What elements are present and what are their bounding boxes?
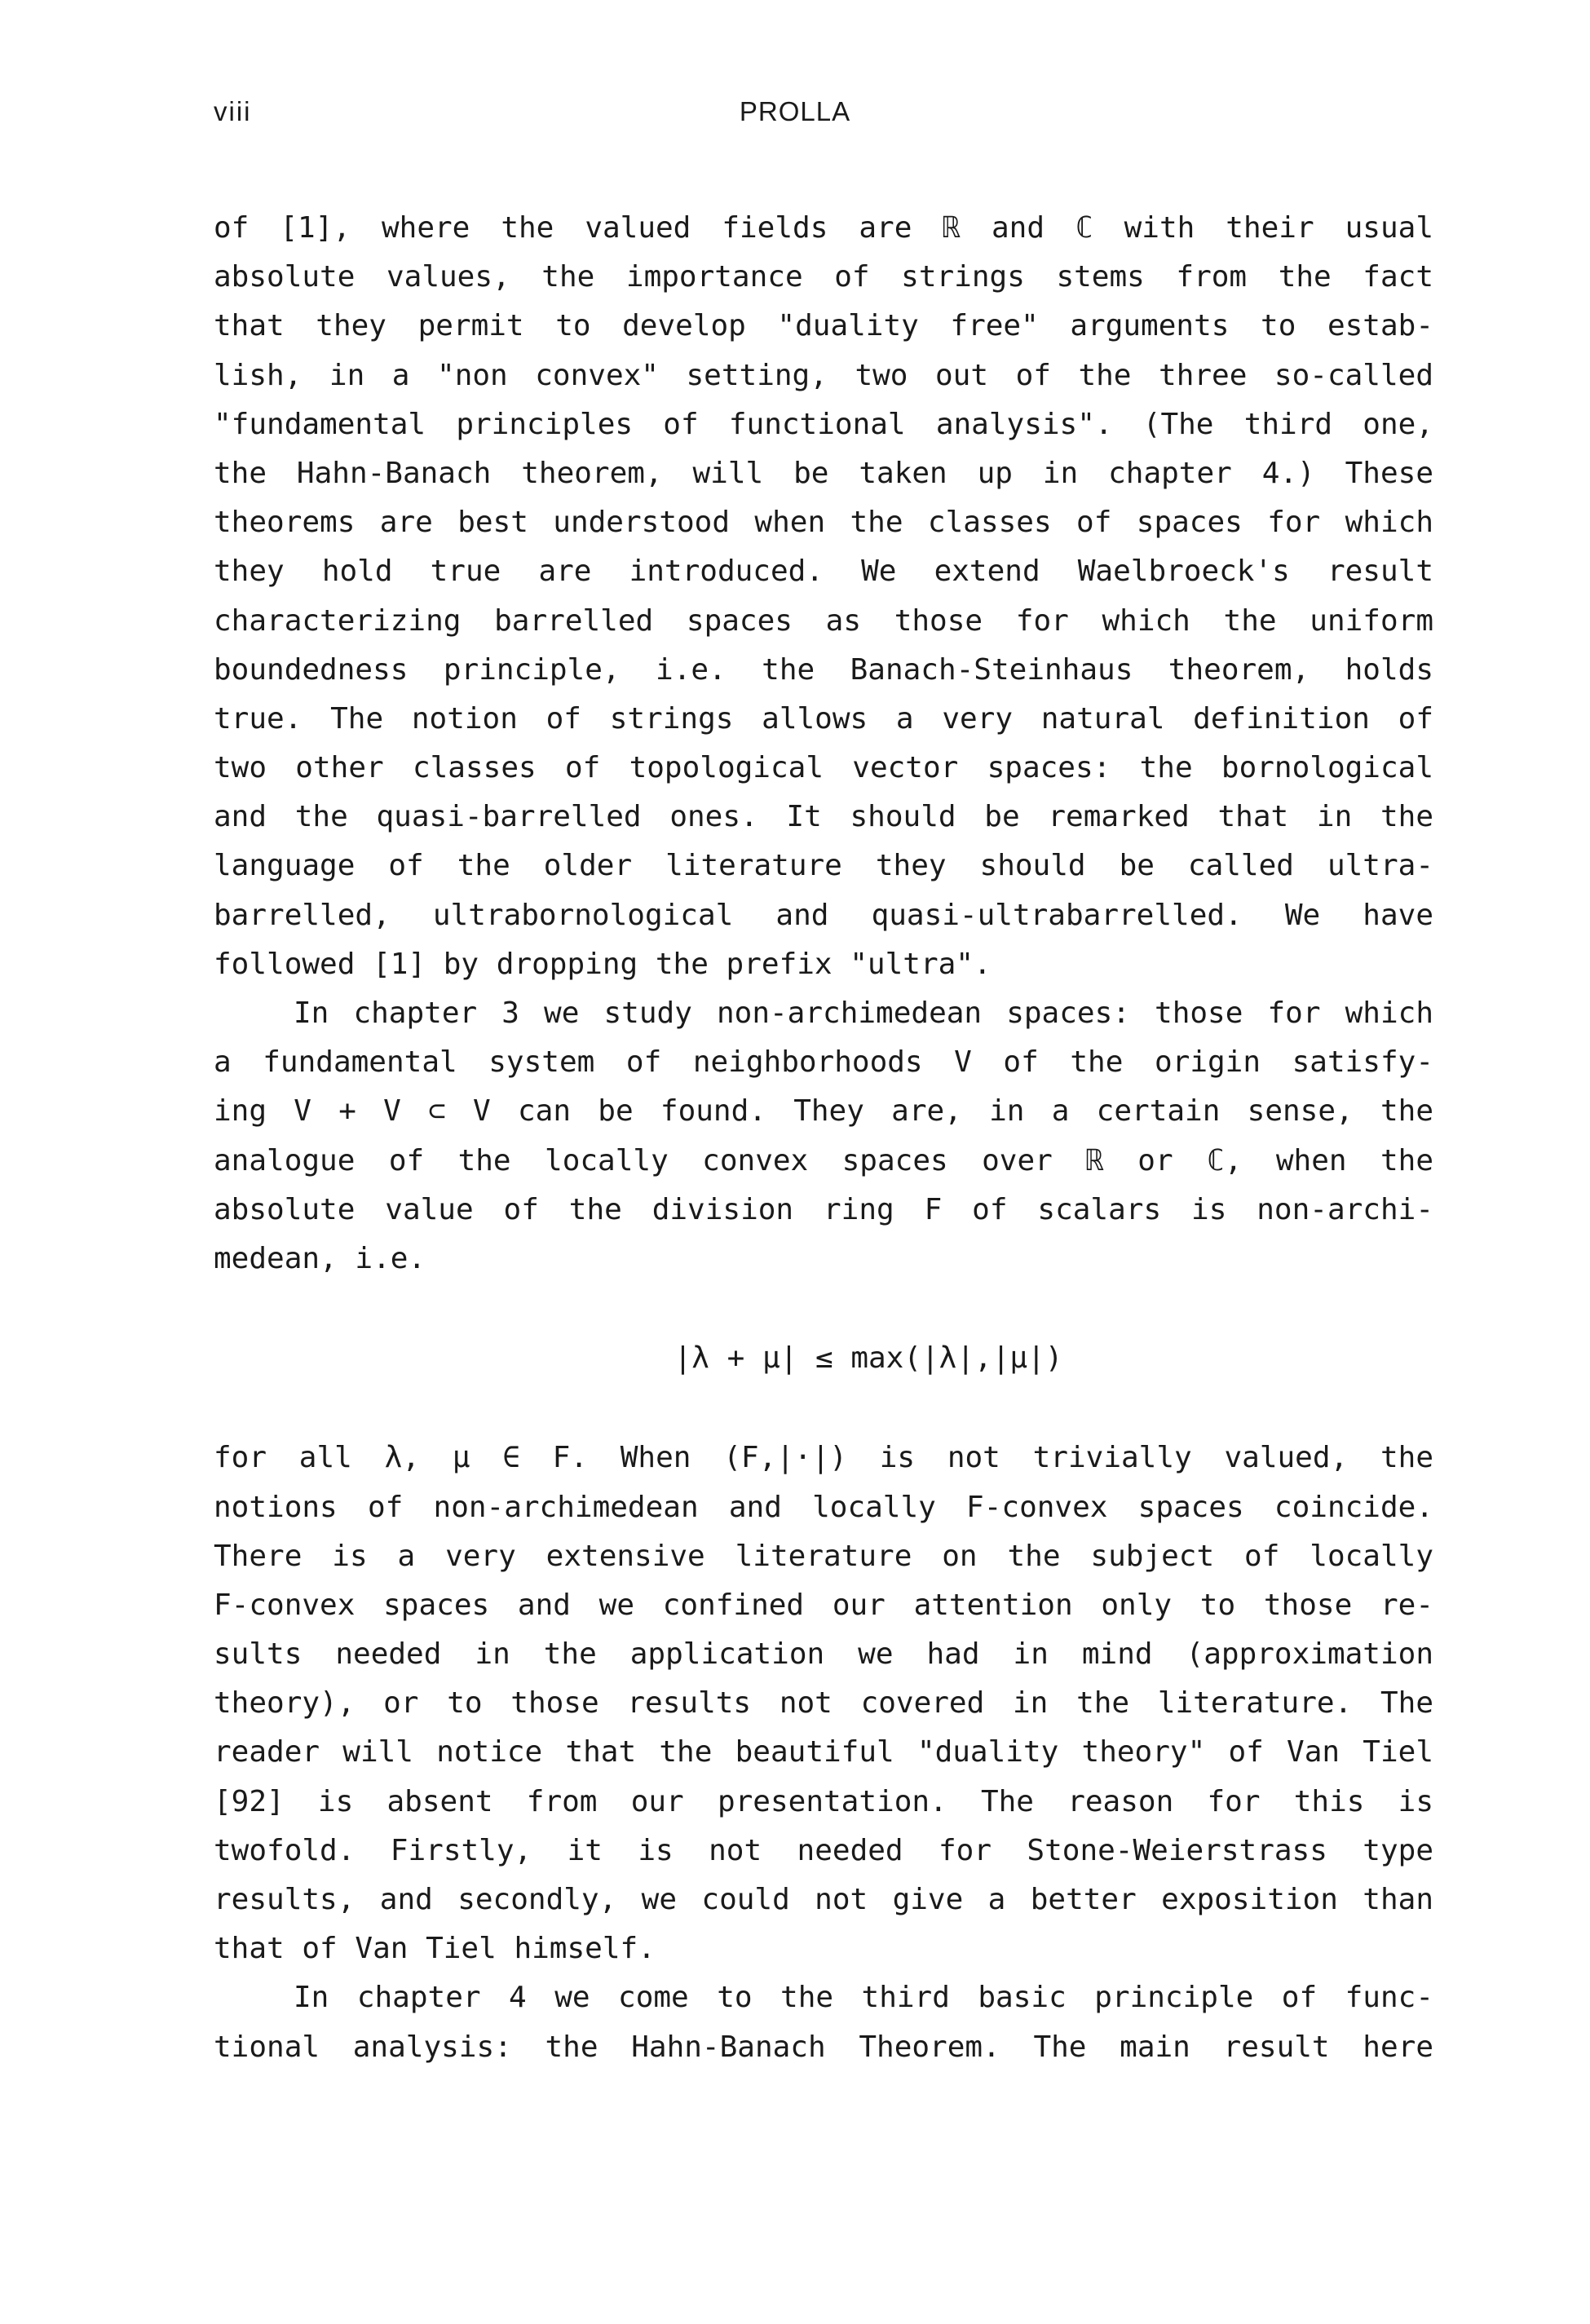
- paragraph-2: [214, 989, 1433, 1284]
- spacer: [214, 1284, 1433, 1334]
- text-line: "fundamental principles of functional analysis". (The third one,: [214, 407, 1433, 441]
- text-line: absolute values, the importance of strings stems from the fact: [214, 260, 1433, 294]
- text-line: notions of non-archimedean and locally F-convex spaces coincide.: [214, 1490, 1433, 1524]
- text-line: of [1], where the valued fields are ℝ and ℂ with their usual: [214, 211, 1433, 245]
- text-line: for all λ, μ ∈ F. When (F,|·|) is not trivially valued, the: [214, 1441, 1433, 1475]
- text-line: theory), or to those results not covered in the literature. The: [214, 1686, 1433, 1721]
- text-line: followed [1] by dropping the prefix "ultra".: [214, 947, 992, 981]
- text-line: twofold. Firstly, it is not needed for Stone-Weierstrass type: [214, 1833, 1433, 1867]
- text-line: true. The notion of strings allows a very natural definition of: [214, 701, 1433, 736]
- text-line: results, and secondly, we could not give a better exposition than: [214, 1883, 1433, 1916]
- text-line: In chapter 4 we come to the third basic principle of func-: [294, 1981, 1433, 2015]
- running-title: PROLLA: [739, 96, 851, 126]
- text-line: [92] is absent from our presentation. The reason for this is: [214, 1784, 1433, 1818]
- body-text: [214, 204, 1433, 2072]
- text-line: theorems are best understood when the classes of spaces for which: [214, 506, 1433, 540]
- text-line: that of Van Tiel himself.: [214, 1932, 656, 1966]
- text-line: reader will notice that the beautiful "duality theory" of Van Tiel: [214, 1735, 1433, 1770]
- text-line: medean, i.e.: [214, 1241, 426, 1275]
- text-line: they hold true are introduced. We extend Waelbroeck's result: [214, 554, 1433, 589]
- text-line: lish, in a "non convex" setting, two out of the three so-called: [214, 358, 1433, 392]
- text-line: the Hahn-Banach theorem, will be taken up in chapter 4.) These: [214, 456, 1433, 490]
- text-line: absolute value of the division ring F of scalars is non-archi-: [214, 1192, 1433, 1226]
- text-line: boundedness principle, i.e. the Banach-Steinhaus theorem, holds: [214, 652, 1433, 687]
- text-line: language of the older literature they should be called ultra-: [214, 849, 1433, 883]
- text-line: sults needed in the application we had in mind (approximation: [214, 1637, 1433, 1672]
- page-number: viii: [214, 96, 252, 126]
- text-line: that they permit to develop "duality free" arguments to estab-: [214, 309, 1433, 343]
- text-line: tional analysis: the Hahn-Banach Theorem. The main result here: [214, 2030, 1433, 2064]
- paragraph-1: [214, 204, 1433, 989]
- text-line: two other classes of topological vector spaces: the bornological: [214, 751, 1433, 785]
- running-head: [214, 96, 1376, 137]
- text-line: There is a very extensive literature on the subject of locally: [214, 1539, 1433, 1573]
- text-line: In chapter 3 we study non-archimedean spaces: those for which: [294, 996, 1433, 1030]
- text-line: a fundamental system of neighborhoods V of the origin satisfy-: [214, 1045, 1433, 1080]
- text-line: ing V + V ⊂ V can be found. They are, in a certain sense, the: [214, 1094, 1433, 1129]
- display-formula: |λ + μ| ≤ max(|λ|,|μ|): [674, 1341, 1063, 1376]
- text-line: F-convex spaces and we confined our attention only to those re-: [214, 1588, 1433, 1622]
- text-line: and the quasi-barrelled ones. It should be remarked that in the: [214, 800, 1433, 834]
- spacer: [214, 1383, 1433, 1434]
- text-line: analogue of the locally convex spaces over ℝ or ℂ, when the: [214, 1143, 1433, 1177]
- text-line: characterizing barrelled spaces as those for which the uniform: [214, 603, 1433, 638]
- text-line: barrelled, ultrabornological and quasi-ultrabarrelled. We have: [214, 898, 1433, 932]
- paragraph-3: [214, 1434, 1433, 1973]
- paragraph-4: [214, 1973, 1433, 2071]
